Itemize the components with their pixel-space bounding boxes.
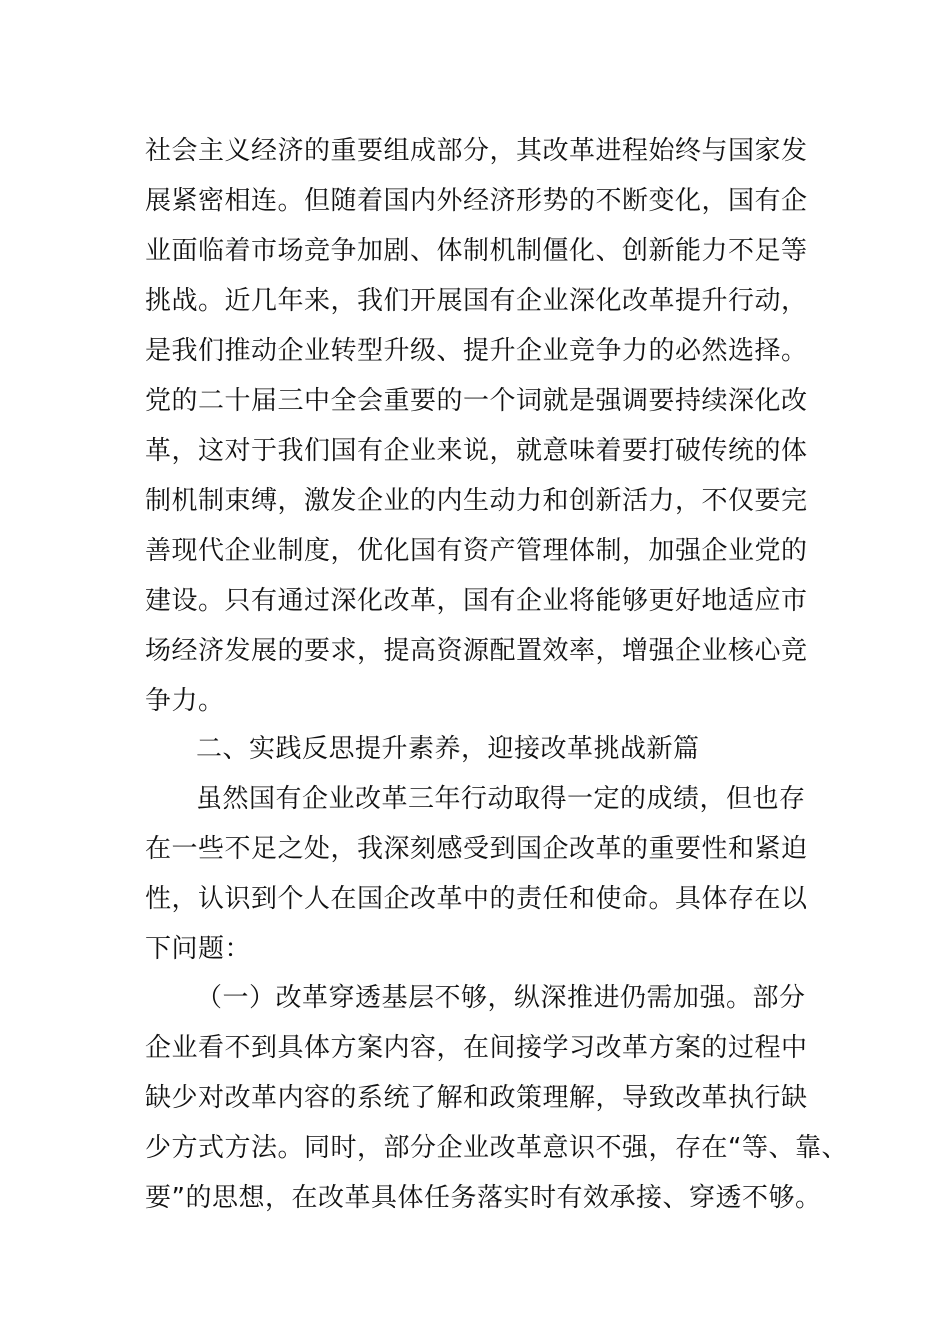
section-heading: 二、实践反思提升素养，迎接改革挑战新篇	[196, 734, 700, 764]
text-line: 建设。只有通过深化改革，国有企业将能够更好地适应市	[145, 586, 808, 616]
text-line: 制机制束缚，激发企业的内生动力和创新活力，不仅要完	[145, 486, 808, 516]
text-line: 下问题：	[145, 934, 252, 964]
subsection-heading: （一）改革穿透基层不够，纵深推进仍需加强。部分	[196, 983, 806, 1013]
text-line: 展紧密相连。但随着国内外经济形势的不断变化，国有企	[145, 186, 808, 216]
text-line: 场经济发展的要求，提高资源配置效率，增强企业核心竞	[145, 636, 808, 666]
text-line: 虽然国有企业改革三年行动取得一定的成绩，但也存	[196, 784, 806, 814]
text-line: 要”的思想，在改革具体任务落实时有效承接、穿透不够。	[145, 1183, 822, 1213]
text-line: 企业看不到具体方案内容，在间接学习改革方案的过程中	[145, 1033, 808, 1063]
text-line: 争力。	[145, 686, 225, 716]
text-line: 是我们推动企业转型升级、提升企业竞争力的必然选择。	[145, 336, 808, 366]
text-line: 性，认识到个人在国企改革中的责任和使命。具体存在以	[145, 884, 808, 914]
text-line: 少方式方法。同时，部分企业改革意识不强，存在“等、靠、	[145, 1133, 848, 1163]
text-line: 挑战。近几年来，我们开展国有企业深化改革提升行动，	[145, 286, 808, 316]
text-line: 缺少对改革内容的系统了解和政策理解，导致改革执行缺	[145, 1083, 808, 1113]
text-line: 业面临着市场竞争加剧、体制机制僵化、创新能力不足等	[145, 236, 808, 266]
text-line: 革，这对于我们国有企业来说，就意味着要打破传统的体	[145, 436, 808, 466]
text-line: 党的二十届三中全会重要的一个词就是强调要持续深化改	[145, 386, 808, 416]
text-line: 社会主义经济的重要组成部分，其改革进程始终与国家发	[145, 136, 808, 166]
text-line: 在一些不足之处，我深刻感受到国企改革的重要性和紧迫	[145, 834, 808, 864]
text-line: 善现代企业制度，优化国有资产管理体制，加强企业党的	[145, 536, 808, 566]
